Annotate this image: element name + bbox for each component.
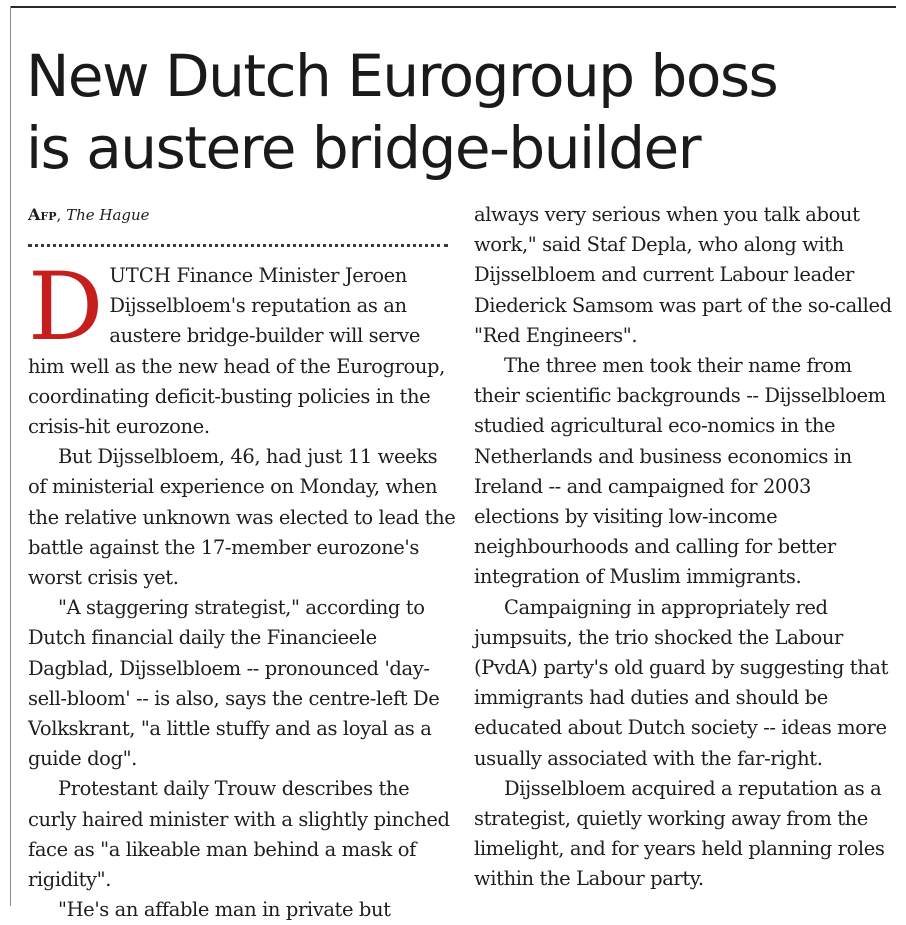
article-column-left bbox=[28, 200, 460, 925]
paragraph-8: Dijsselbloem acquired a reputation as a strategist, quietly working away from the limelight, and for years held planning roles within the Labour party. bbox=[474, 776, 885, 891]
paragraph-lead bbox=[28, 253, 460, 442]
byline-separator: , bbox=[56, 206, 62, 224]
lead-caps: UTCH bbox=[109, 264, 171, 287]
headline-line-1: New Dutch Eurogroup boss bbox=[26, 42, 778, 110]
column-rule bbox=[10, 6, 11, 906]
article-headline bbox=[26, 40, 904, 184]
paragraph-2: But Dijsselbloem, 46, had just 11 weeks of ministerial experience on Monday, when the relative unknown was elected to lead the battle against the 17-member eurozone's worst crisis yet. bbox=[28, 445, 456, 590]
paragraph-6: The three men took their name from their scientific backgrounds -- Dijsselbloem studied agricultural eco-nomics in the Netherlands and business economics in Ireland -- and campaigned for 2003 elections by visiting low-income neighbourhoods and calling for better integration of Muslim immigrants. bbox=[474, 354, 886, 589]
byline-dotted-rule bbox=[28, 244, 448, 247]
paragraph-5-start: "He's an affable man in private but bbox=[58, 898, 391, 922]
paragraph-lead-text: Finance Minister Jeroen Dijsselbloem's reputation as an austere bridge-builder will serve him well as the new head of the Eurogroup, coordinating deficit-busting policies in the crisis-hit eurozone. bbox=[28, 264, 445, 439]
top-rule bbox=[10, 6, 896, 8]
paragraph-4: Protestant daily Trouw describes the curly haired minister with a slightly pinched face as "a likeable man behind a mask of rigidity". bbox=[28, 777, 450, 892]
byline-agency: Afp bbox=[28, 205, 57, 224]
article-column-right bbox=[474, 200, 900, 895]
paragraph-7: Campaigning in appropriately red jumpsuits, the trio shocked the Labour (PvdA) party's old guard by suggesting that immigrants had duties and should be educated about Dutch society -- ideas more usually associated with the far-right. bbox=[474, 595, 889, 770]
byline bbox=[28, 200, 460, 230]
paragraph-3: "A staggering strategist," according to Dutch financial daily the Financieele Dagblad, Dijsselbloem -- pronounced 'day-sell-bloom' -- is also, says the centre-left De Volkskrant, "a little stuffy and as loyal as a guide dog". bbox=[28, 596, 440, 771]
paragraph-5-continued: always very serious when you talk about work," said Staf Depla, who along with Dijsselbloem and current Labour leader Diederick Samsom was part of the so-called "Red Engineers". bbox=[474, 203, 892, 347]
drop-cap: D bbox=[28, 253, 104, 362]
byline-place: The Hague bbox=[66, 206, 150, 224]
headline-line-2: is austere bridge-builder bbox=[26, 114, 701, 182]
